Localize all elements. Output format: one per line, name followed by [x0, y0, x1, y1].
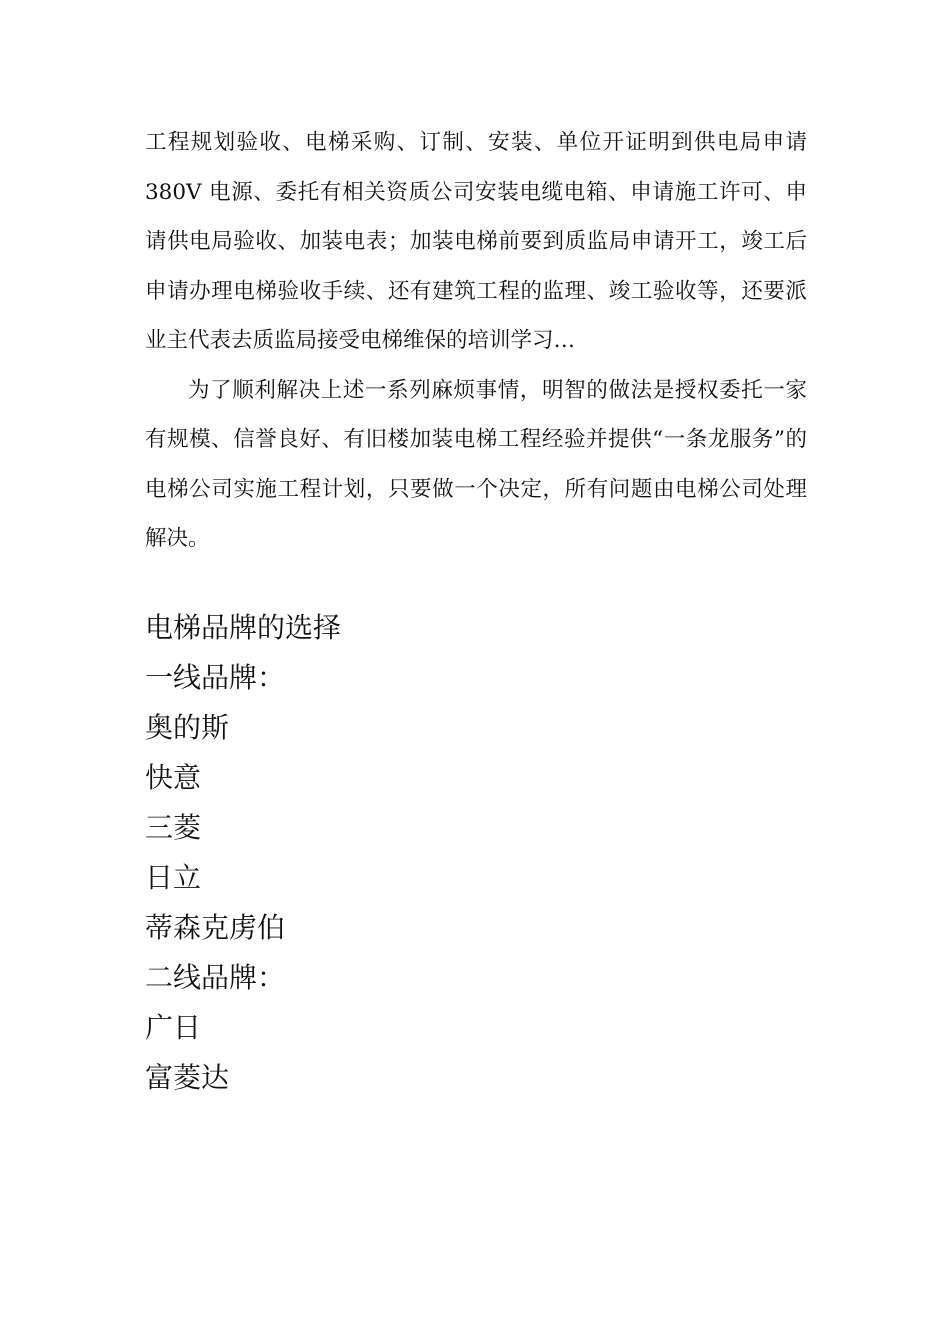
body-text	[145, 118, 807, 564]
brand-item: 蒂森克虏伯	[145, 911, 286, 944]
brand-item: 富菱达	[145, 1061, 230, 1094]
brand-section	[145, 603, 807, 1103]
paragraph-recommendation: 为了顺利解决上述一系列麻烦事情，明智的做法是授权委托一家有规模、信誉良好、有旧楼加装电梯工程经验并提供“一条龙服务”的电梯公司实施工程计划，只要做一个决定，所有问题由电梯公司处理解决。	[145, 377, 807, 551]
section-heading: 电梯品牌的选择	[145, 611, 342, 644]
brand-item: 快意	[145, 761, 202, 794]
tier2-label: 二线品牌：	[145, 961, 286, 994]
brand-item: 三菱	[145, 811, 202, 844]
brand-item: 奥的斯	[145, 711, 230, 744]
tier1-label: 一线品牌：	[145, 661, 286, 694]
brand-item: 日立	[145, 861, 202, 894]
brand-item: 广日	[145, 1011, 202, 1044]
paragraph-procedures: 工程规划验收、电梯采购、订制、安装、单位开证明到供电局申请380V 电源、委托有相关资质公司安装电缆电箱、申请施工许可、申请供电局验收、加装电表；加装电梯前要到质监局申请开工，竣工后申请办理电梯验收手续、还有建筑工程的监理、竣工验收等，还要派业主代表去质监局接受电梯维保的培训学习…	[145, 130, 807, 353]
